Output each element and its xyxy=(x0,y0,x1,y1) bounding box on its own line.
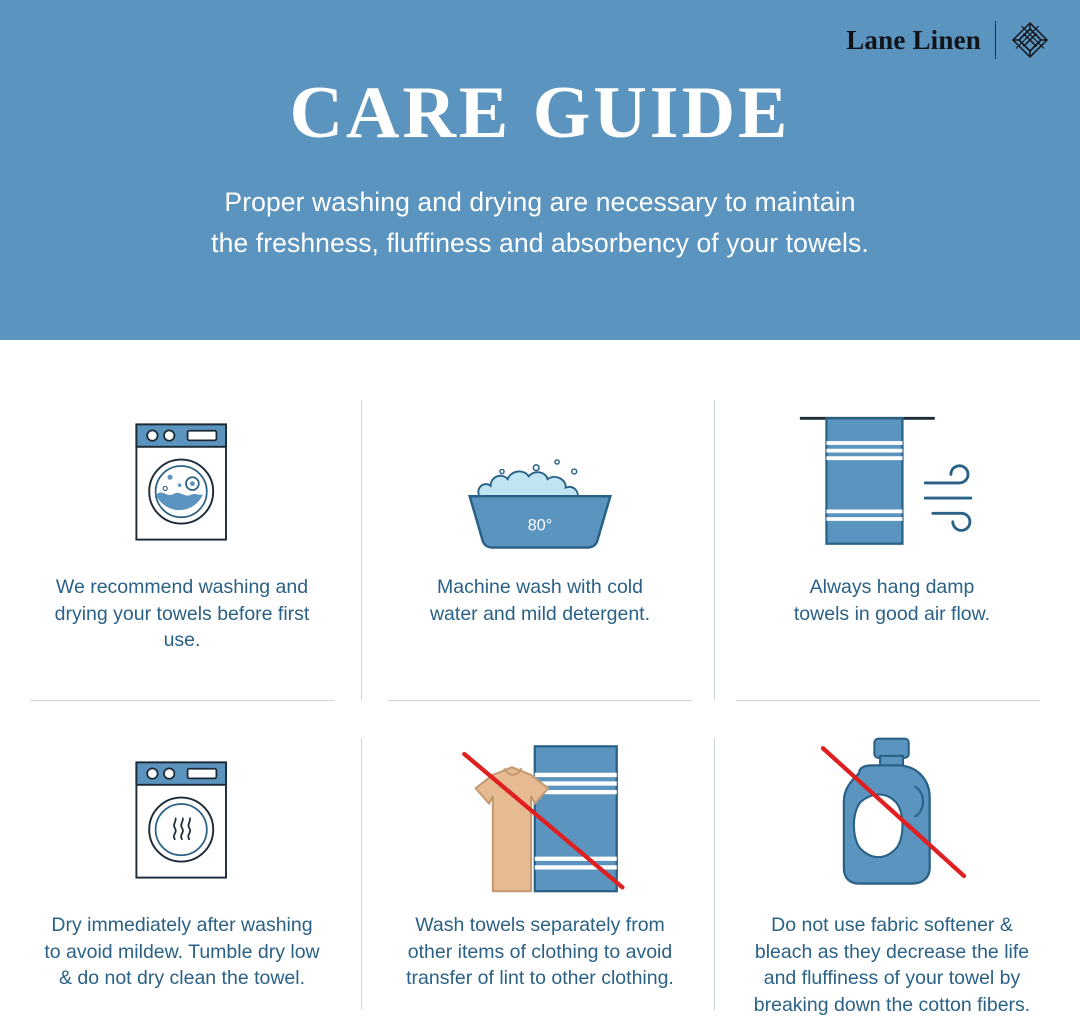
brand-divider xyxy=(995,21,996,59)
care-card-caption xyxy=(32,912,332,992)
care-card-caption xyxy=(390,912,690,992)
caption-line: breaking down the cotton fibers. xyxy=(742,992,1042,1018)
page-title: CARE GUIDE xyxy=(0,76,1080,150)
page-subtitle-line-1: Proper washing and drying are necessary to maintain xyxy=(0,182,1080,223)
care-card-illustration xyxy=(716,730,1068,895)
grid-divider-vertical xyxy=(361,400,362,700)
care-card-illustration xyxy=(6,730,358,895)
caption-line: drying your towels before first xyxy=(32,601,332,628)
page-subtitle xyxy=(0,182,1080,264)
caption-line: to avoid mildew. Tumble dry low xyxy=(32,939,332,966)
caption-line: transfer of lint to other clothing. xyxy=(390,965,690,992)
caption-line: use. xyxy=(32,627,332,654)
care-card xyxy=(716,392,1068,627)
caption-line: water and mild detergent. xyxy=(390,601,690,628)
grid-divider-horizontal xyxy=(30,700,334,701)
caption-line: & do not dry clean the towel. xyxy=(32,965,332,992)
care-card xyxy=(6,730,358,992)
care-card-illustration xyxy=(364,392,716,557)
caption-line: Dry immediately after washing xyxy=(32,912,332,939)
care-card xyxy=(364,730,716,992)
washing-machine-icon xyxy=(130,407,234,557)
caption-line: We recommend washing and xyxy=(32,574,332,601)
care-card-illustration xyxy=(364,730,716,895)
no-mixed-laundry-icon xyxy=(433,733,648,895)
brand-lockup xyxy=(846,20,1050,60)
header-banner xyxy=(0,0,1080,340)
caption-line: Always hang damp xyxy=(752,574,1032,601)
caption-line: bleach as they decrease the life xyxy=(742,939,1042,966)
care-card xyxy=(716,730,1068,1018)
grid-divider-vertical xyxy=(361,738,362,1010)
brand-name: Lane Linen xyxy=(846,25,981,56)
woven-diamond-logo-icon xyxy=(1010,20,1050,60)
caption-line: Wash towels separately from xyxy=(390,912,690,939)
wash-basin-foam-icon xyxy=(445,443,635,557)
caption-line: towels in good air flow. xyxy=(752,601,1032,628)
page-subtitle-line-2: the freshness, fluffiness and absorbency of your towels. xyxy=(0,223,1080,264)
no-fabric-softener-bottle-icon xyxy=(800,733,985,895)
care-card-caption xyxy=(32,574,332,654)
grid-divider-horizontal xyxy=(736,700,1040,701)
care-card-illustration xyxy=(716,392,1068,557)
caption-line: Do not use fabric softener & xyxy=(742,912,1042,939)
tumble-dryer-heat-icon xyxy=(130,745,234,895)
care-card-caption xyxy=(390,574,690,627)
caption-line: other items of clothing to avoid xyxy=(390,939,690,966)
care-card-caption xyxy=(742,912,1042,1018)
care-card xyxy=(6,392,358,654)
caption-line: and fluffiness of your towel by xyxy=(742,965,1042,992)
basin-temperature-label: 80° xyxy=(528,516,552,534)
hanging-towel-airflow-icon xyxy=(792,405,992,557)
care-card-caption xyxy=(752,574,1032,627)
care-instruction-grid xyxy=(0,340,1080,1010)
caption-line: Machine wash with cold xyxy=(390,574,690,601)
care-card-illustration xyxy=(6,392,358,557)
grid-divider-horizontal xyxy=(388,700,692,701)
care-card xyxy=(364,392,716,627)
